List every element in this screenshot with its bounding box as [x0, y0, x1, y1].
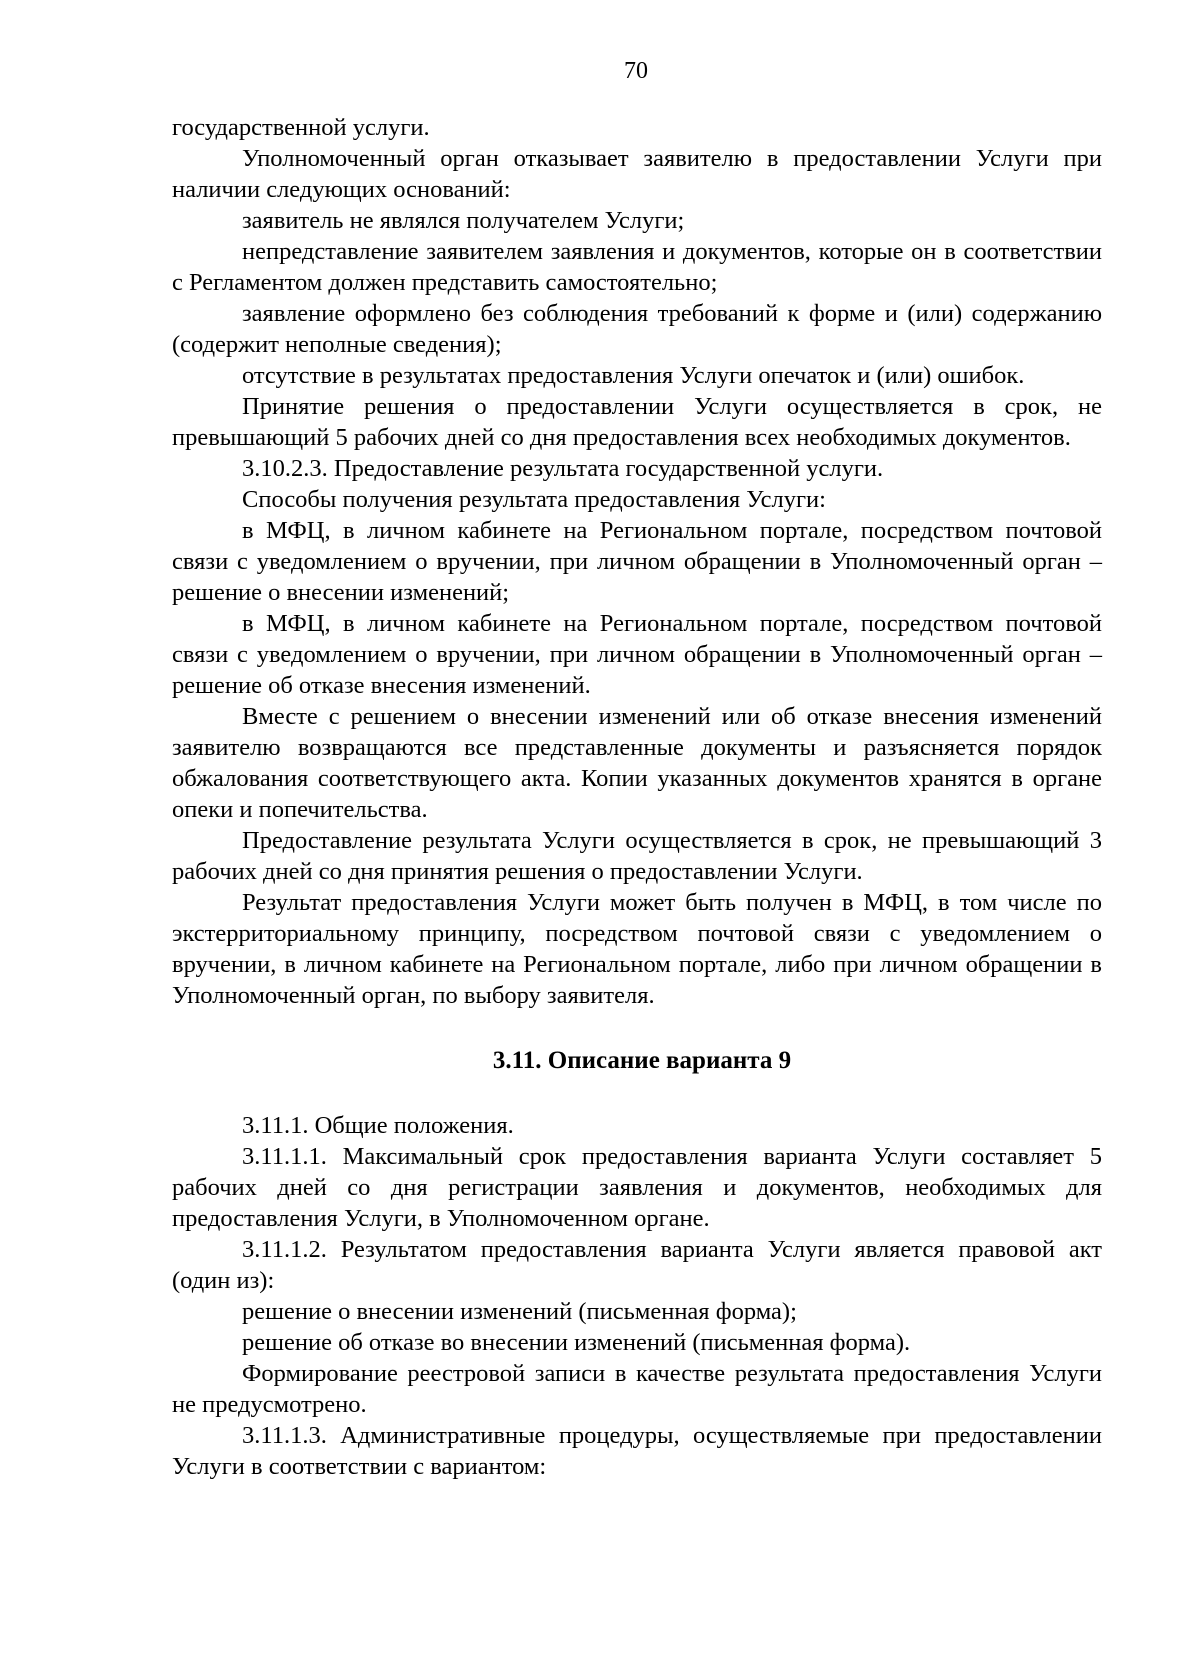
list-item: непредставление заявителем заявления и документов, которые он в соответствии с Регламентом должен представить самостоятельно;	[172, 238, 1102, 296]
page-content	[172, 112, 1102, 1482]
section-heading: 3.11. Описание варианта 9	[492, 1047, 792, 1074]
paragraph: Способы получения результата предоставления Услуги:	[242, 486, 826, 513]
paragraph: 3.11.1.2. Результатом предоставления варианта Услуги является правовой акт (один из):	[172, 1236, 1102, 1294]
list-item: отсутствие в результатах предоставления Услуги опечаток и (или) ошибок.	[242, 362, 1025, 389]
paragraph: Формирование реестровой записи в качестве результата предоставления Услуги не предусмотрено.	[172, 1360, 1102, 1418]
list-item: решение о внесении изменений (письменная форма);	[242, 1298, 797, 1325]
paragraph: Результат предоставления Услуги может быть получен в МФЦ, в том числе по экстерриториальному принципу, посредством почтовой связи с уведомлением о вручении, в личном кабинете на Региональном портале, либо при личном обращении в Уполномоченный орган, по выбору заявителя.	[172, 889, 1102, 1009]
paragraph: 3.11.1.1. Максимальный срок предоставления варианта Услуги составляет 5 рабочих дней со дня регистрации заявления и документов, необходимых для предоставления Услуги, в Уполномоченном органе.	[172, 1143, 1102, 1232]
list-item: заявление оформлено без соблюдения требований к форме и (или) содержанию (содержит неполные сведения);	[172, 300, 1102, 358]
list-item: заявитель не являлся получателем Услуги;	[242, 207, 685, 234]
paragraph: государственной услуги.	[172, 114, 430, 141]
paragraph: Принятие решения о предоставлении Услуги осуществляется в срок, не превышающий 5 рабочих дней со дня предоставления всех необходимых документов.	[172, 393, 1102, 451]
list-item: в МФЦ, в личном кабинете на Региональном портале, посредством почтовой связи с уведомлением о вручении, при личном обращении в Уполномоченный орган – решение о внесении изменений;	[172, 517, 1102, 606]
list-item: в МФЦ, в личном кабинете на Региональном портале, посредством почтовой связи с уведомлением о вручении, при личном обращении в Уполномоченный орган – решение об отказе внесения изменений.	[172, 610, 1102, 699]
paragraph: 3.11.1.3. Административные процедуры, осуществляемые при предоставлении Услуги в соответствии с вариантом:	[172, 1422, 1102, 1480]
paragraph: Уполномоченный орган отказывает заявителю в предоставлении Услуги при наличии следующих оснований:	[172, 145, 1102, 203]
paragraph: 3.10.2.3. Предоставление результата государственной услуги.	[242, 455, 884, 482]
page-number: 70	[624, 58, 648, 84]
paragraph: Вместе с решением о внесении изменений или об отказе внесения изменений заявителю возвращаются все представленные документы и разъясняется порядок обжалования соответствующего акта. Копии указанных документов хранятся в органе опеки и попечительства.	[172, 703, 1102, 823]
paragraph: Предоставление результата Услуги осуществляется в срок, не превышающий 3 рабочих дней со дня принятия решения о предоставлении Услуги.	[172, 827, 1102, 885]
list-item: решение об отказе во внесении изменений (письменная форма).	[242, 1329, 911, 1356]
paragraph: 3.11.1. Общие положения.	[242, 1112, 514, 1139]
